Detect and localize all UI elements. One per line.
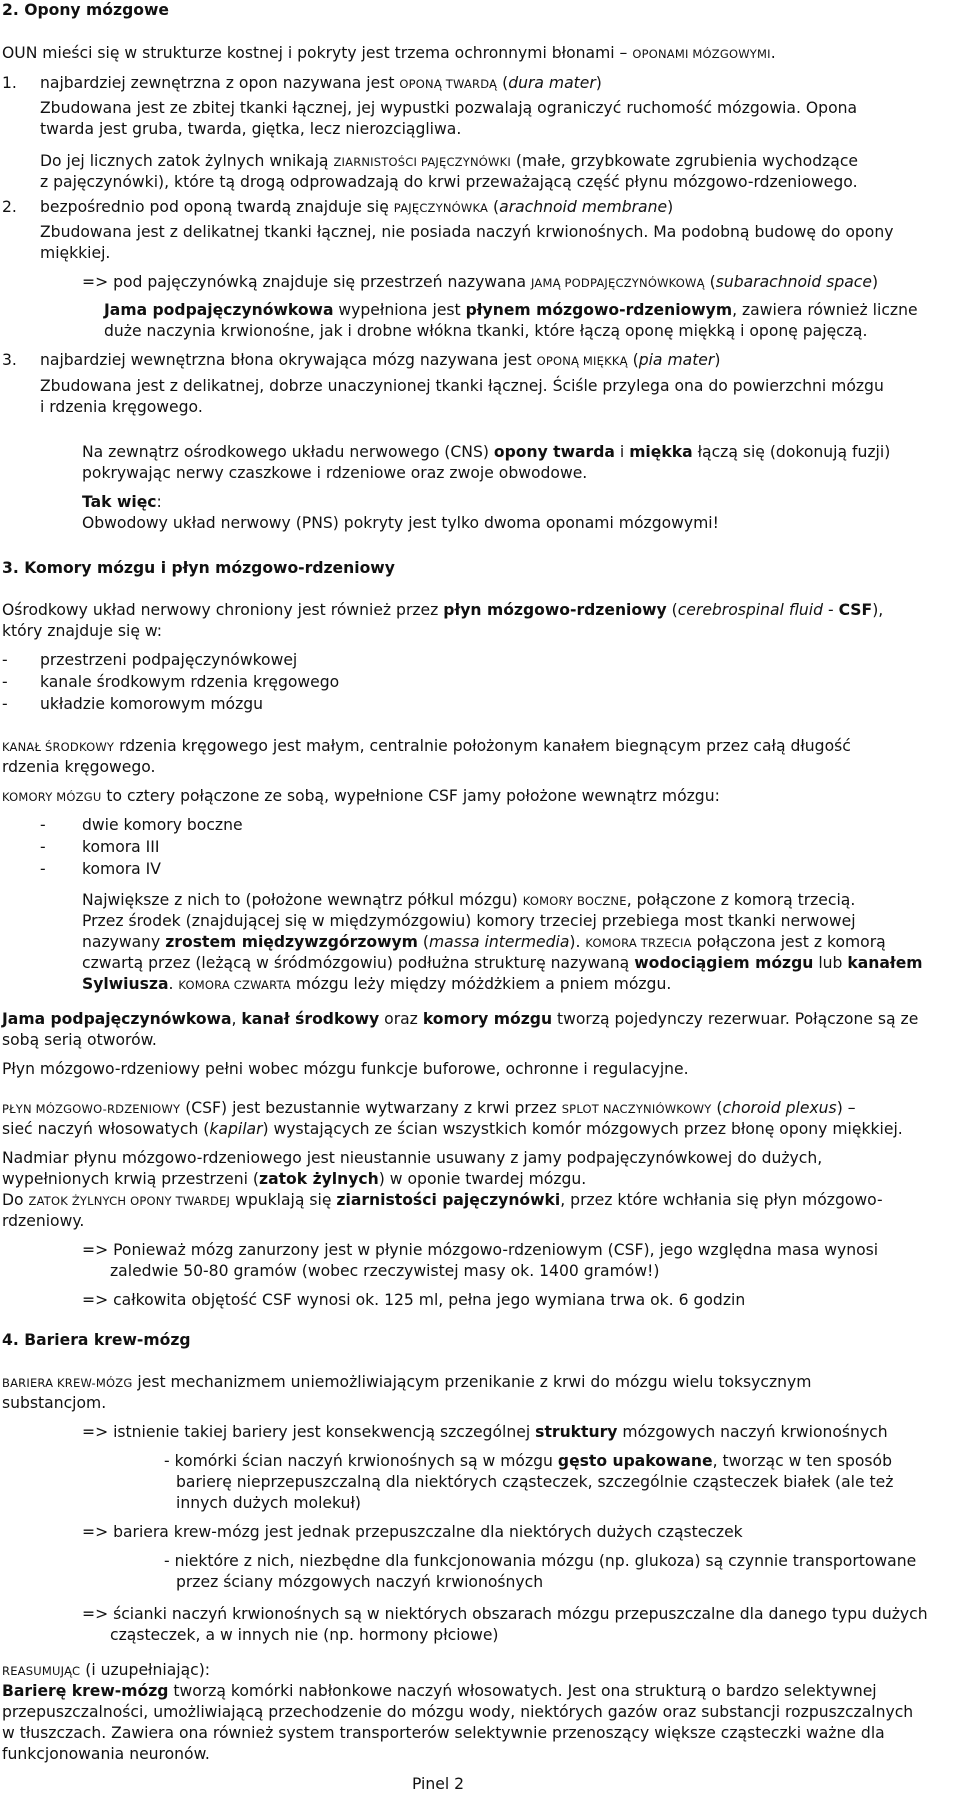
section-heading-opony: 2. Opony mózgowe: [2, 1, 169, 19]
list-number: 3.: [2, 351, 17, 369]
paragraph: nazywany zrostem międzywzgórzowym (massa intermedia). KOMORA TRZECIA połączona jest z komorą: [82, 933, 886, 951]
paragraph: Na zewnątrz ośrodkowego układu nerwowego (CNS) opony twarda i miękka łączą się (dokonują fuzji): [82, 443, 891, 461]
page-footer: Pinel 2: [412, 1775, 465, 1793]
paragraph: REASUMUJĄC (i uzupełniając):: [2, 1661, 211, 1679]
sub-note: barierę nieprzepuszczalną dla niektórych cząsteczek, szczególnie cząsteczek białek (ale też: [176, 1473, 894, 1491]
paragraph: funkcjonowania neuronów.: [2, 1745, 210, 1763]
paragraph: Do ZATOK ŻYLNYCH OPONY TWARDEJ wpuklają się ziarnistości pajęczynówki, przez które wchłania się płyn mózgowo-: [2, 1191, 883, 1209]
arrow-note: => bariera krew-mózg jest jednak przepuszczalne dla niektórych dużych cząsteczek: [82, 1523, 743, 1541]
arrow-note: => ścianki naczyń krwionośnych są w niektórych obszarach mózgu przepuszczalne dla danego typu dużych: [82, 1605, 928, 1623]
paragraph: Zbudowana jest z delikatnej, dobrze unaczynionej tkanki łącznej. Ściśle przylega ona do powierzchni mózgu: [40, 377, 884, 395]
list-dash: -: [2, 673, 8, 691]
list-item: najbardziej wewnętrzna błona okrywająca mózg nazywana jest OPONĄ MIĘKKĄ (pia mater): [40, 351, 721, 369]
list-item: dwie komory boczne: [82, 816, 243, 834]
paragraph: pokrywając nerwy czaszkowe i rdzeniowe oraz zwoje obwodowe.: [82, 464, 588, 482]
list-item: układzie komorowym mózgu: [40, 695, 264, 713]
list-item: kanale środkowym rdzenia kręgowego: [40, 673, 340, 691]
sub-note: przez ściany mózgowych naczyń krwionośnych: [176, 1573, 544, 1591]
sub-note: - niektóre z nich, niezbędne dla funkcjonowania mózgu (np. glukoza) są czynnie transportowane: [164, 1552, 917, 1570]
list-dash: -: [40, 816, 46, 834]
arrow-note: => całkowita objętość CSF wynosi ok. 125 ml, pełna jego wymiana trwa ok. 6 godzin: [82, 1291, 746, 1309]
list-item: komora IV: [82, 860, 161, 878]
list-dash: -: [40, 838, 46, 856]
paragraph: Tak więc:: [82, 493, 162, 511]
paragraph: KOMORY MÓZGU to cztery połączone ze sobą, wypełnione CSF jamy położone wewnątrz mózgu:: [2, 787, 720, 805]
sub-note: innych dużych molekuł): [176, 1494, 361, 1512]
paragraph: sobą serią otworów.: [2, 1031, 157, 1049]
list-dash: -: [40, 860, 46, 878]
section-heading-komory: 3. Komory mózgu i płyn mózgowo-rdzeniowy: [2, 559, 395, 577]
paragraph: PŁYN MÓZGOWO-RDZENIOWY (CSF) jest bezustannie wytwarzany z krwi przez SPLOT NACZYNIÓWKOWY (choroid plexus) –: [2, 1099, 856, 1117]
list-dash: -: [2, 695, 8, 713]
list-item: przestrzeni podpajęczynówkowej: [40, 651, 298, 669]
list-item: bezpośrednio pod oponą twardą znajduje się PAJĘCZYNÓWKA (arachnoid membrane): [40, 198, 674, 216]
paragraph: Ośrodkowy układ nerwowy chroniony jest również przez płyn mózgowo-rdzeniowy (cerebrospinal fluid - CSF),: [2, 601, 884, 619]
paragraph: Przez środek (znajdującej się w międzymózgowiu) komory trzeciej przebiega most tkanki nerwowej: [82, 912, 856, 930]
paragraph: Obwodowy układ nerwowy (PNS) pokryty jest tylko dwoma oponami mózgowymi!: [82, 514, 719, 532]
term: OPONAMI MÓZGOWYMI: [632, 47, 771, 61]
section-heading-bariera: 4. Bariera krew-mózg: [2, 1331, 191, 1349]
paragraph: Zbudowana jest z delikatnej tkanki łącznej, nie posiada naczyń krwionośnych. Ma podobną budowę do opony: [40, 223, 894, 241]
paragraph: twarda jest gruba, twarda, giętka, lecz nierozciągliwa.: [40, 120, 462, 138]
paragraph: rdzeniowy.: [2, 1212, 85, 1230]
paragraph: Zbudowana jest ze zbitej tkanki łącznej, jej wypustki pozwalają ograniczyć ruchomość mózgowia. Opona: [40, 99, 858, 117]
arrow-note: => Ponieważ mózg zanurzony jest w płynie mózgowo-rdzeniowym (CSF), jego względna masa wynosi: [82, 1241, 879, 1259]
arrow-note: => istnienie takiej bariery jest konsekwencją szczególnej struktury mózgowych naczyń krwionośnych: [82, 1423, 888, 1441]
arrow-note: cząsteczek, a w innych nie (np. hormony płciowe): [110, 1626, 499, 1644]
paragraph: wypełnionych krwią przestrzeni (zatok żylnych) w oponie twardej mózgu.: [2, 1170, 587, 1188]
paragraph: przepuszczalności, umożliwiającą przechodzenie do mózgu wody, niektórych gazów oraz substancji rozpuszczalnych: [2, 1703, 914, 1721]
paragraph: Sylwiusza. KOMORA CZWARTA mózgu leży między móżdżkiem a pniem mózgu.: [82, 975, 672, 993]
list-number: 1.: [2, 74, 17, 92]
paragraph: miękkiej.: [40, 244, 111, 262]
paragraph: Nadmiar płynu mózgowo-rdzeniowego jest nieustannie usuwany z jamy podpajęczynówkowej do dużych,: [2, 1149, 823, 1167]
list-item: najbardziej zewnętrzna z opon nazywana jest OPONĄ TWARDĄ (dura mater): [40, 74, 602, 92]
sub-note: - komórki ścian naczyń krwionośnych są w mózgu gęsto upakowane, tworząc w ten sposób: [164, 1452, 892, 1470]
paragraph: Do jej licznych zatok żylnych wnikają ZIARNISTOŚCI PAJĘCZYNÓWKI (małe, grzybkowate zgrubienia wychodzące: [40, 152, 859, 170]
paragraph: i rdzenia kręgowego.: [40, 398, 203, 416]
arrow-note: => pod pajęczynówką znajduje się przestrzeń nazywana JAMĄ PODPAJĘCZYNÓWKOWĄ (subarachnoid space): [82, 273, 879, 291]
paragraph: BARIERA KREW-MÓZG jest mechanizmem uniemożliwiającym przenikanie z krwi do mózgu wielu toksycznym: [2, 1373, 812, 1391]
paragraph: czwartą przez (leżącą w śródmózgowiu) podłużna strukturę nazywaną wodociągiem mózgu lub kanałem: [82, 954, 923, 972]
paragraph: Jama podpajęczynówkowa, kanał środkowy oraz komory mózgu tworzą pojedynczy rezerwuar. Połączone są ze: [2, 1010, 919, 1028]
paragraph: Największe z nich to (położone wewnątrz półkul mózgu) KOMORY BOCZNE, połączone z komorą trzecią.: [82, 891, 856, 909]
paragraph: substancjom.: [2, 1394, 107, 1412]
list-number: 2.: [2, 198, 17, 216]
paragraph: duże naczynia krwionośne, jak i drobne włókna tkanki, które łączą oponę miękką i oponę pajęczą.: [104, 322, 868, 340]
paragraph: OUN mieści się w strukturze kostnej i pokryty jest trzema ochronnymi błonami – OPONAMI MÓZGOWYMI.: [2, 44, 776, 62]
arrow-note: zaledwie 50-80 gramów (wobec rzeczywistej masy ok. 1400 gramów!): [110, 1262, 660, 1280]
list-item: komora III: [82, 838, 160, 856]
paragraph: Barierę krew-mózg tworzą komórki nabłonkowe naczyń włosowatych. Jest ona strukturą o bardzo selektywnej: [2, 1682, 877, 1700]
paragraph: rdzenia kręgowego.: [2, 758, 156, 776]
list-dash: -: [2, 651, 8, 669]
paragraph: z pajęczynówki), które tą drogą odprowadzają do krwi przeważającą część płynu mózgowo-rdzeniowego.: [40, 173, 858, 191]
paragraph: KANAŁ ŚRODKOWY rdzenia kręgowego jest małym, centralnie położonym kanałem biegnącym przez całą długość: [2, 737, 851, 755]
paragraph: Płyn mózgowo-rdzeniowy pełni wobec mózgu funkcje buforowe, ochronne i regulacyjne.: [2, 1060, 689, 1078]
paragraph: sieć naczyń włosowatych (kapilar) wystających ze ścian wszystkich komór mózgowych przez błonę opony miękkiej.: [2, 1120, 903, 1138]
paragraph: Jama podpajęczynówkowa wypełniona jest płynem mózgowo-rdzeniowym, zawiera również liczne: [104, 301, 918, 319]
paragraph: w tłuszczach. Zawiera ona również system transporterów selektywnie przenoszący większe cząsteczki ważne dla: [2, 1724, 885, 1742]
paragraph: który znajduje się w:: [2, 622, 163, 640]
